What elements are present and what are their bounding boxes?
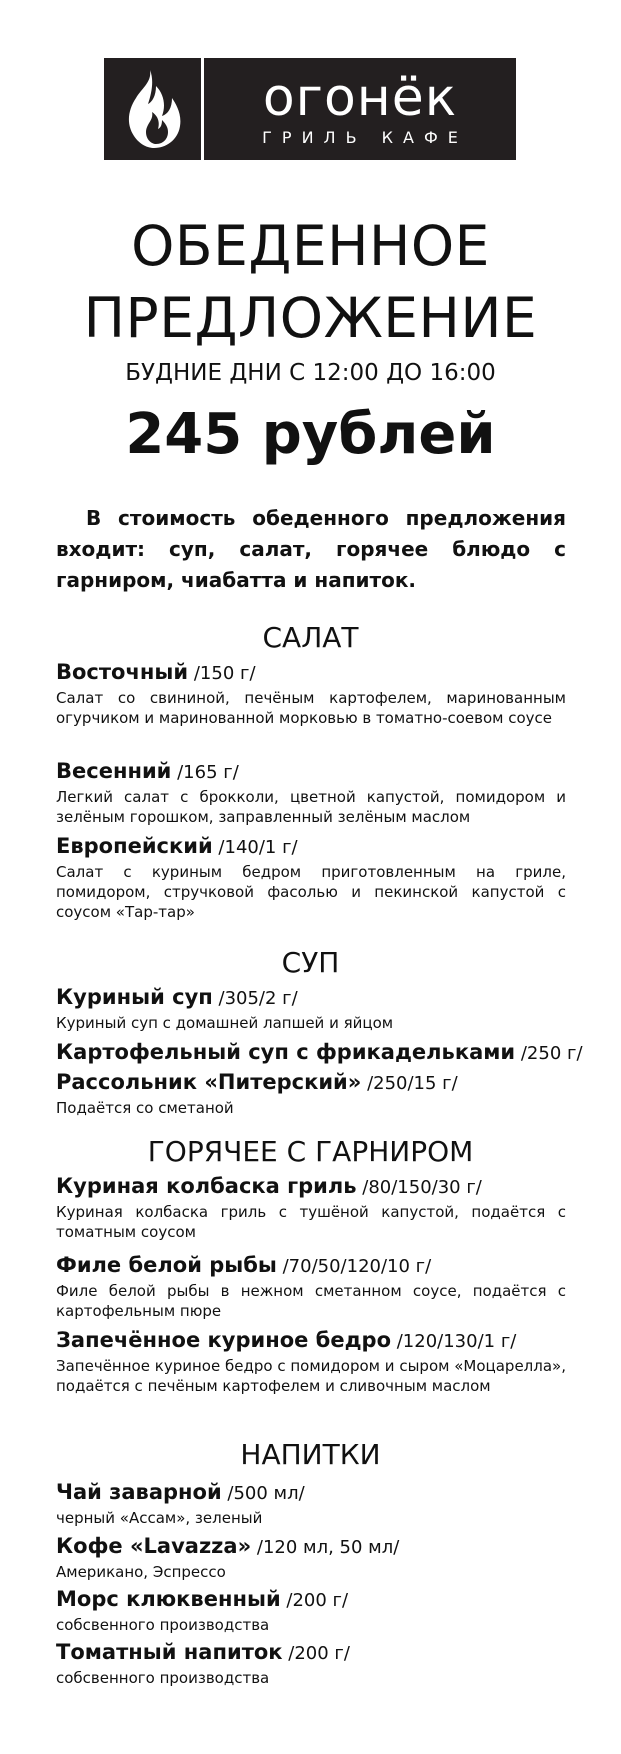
item-weight: /120 мл, 50 мл/ <box>251 1537 400 1558</box>
menu-item-desc: собсвенного производства <box>56 1616 270 1634</box>
menu-item-desc: черный «Ассам», зеленый <box>56 1509 263 1527</box>
menu-item-desc: Запечённое куриное бедро с помидором и сыром «Моцарелла», подаётся с печёным картофелем и сливочным маслом <box>56 1357 566 1395</box>
item-weight: /500 мл/ <box>221 1483 305 1504</box>
item-weight: /80/150/30 г/ <box>356 1177 482 1198</box>
menu-item-name <box>56 1638 576 1668</box>
menu-item-name <box>56 1585 576 1615</box>
item-weight: /250 г/ <box>515 1043 583 1064</box>
item-title: Филе белой рыбы <box>56 1253 277 1277</box>
menu-item-desc: Филе белой рыбы в нежном сметанном соусе, подаётся с картофельным пюре <box>56 1282 566 1320</box>
intro-text: В стоимость обеденного предложения входит: суп, салат, горячее блюдо с гарниром, чиабатта и напиток. <box>56 506 566 592</box>
menu-item-desc: Салат со свининой, печёным картофелем, маринованным огурчиком и маринованной морковью в томатно-соевом соусе <box>56 689 566 727</box>
item-weight: /250/15 г/ <box>361 1073 458 1094</box>
item-weight: /305/2 г/ <box>212 988 298 1009</box>
item-weight: /200 г/ <box>280 1590 349 1611</box>
logo-name: огонёк <box>262 67 458 128</box>
menu-item-desc: Подаётся со сметаной <box>56 1099 234 1117</box>
item-title: Европейский <box>56 834 213 858</box>
menu-item-desc: Салат с куриным бедром приготовленным на гриле, помидором, стручковой фасолью и пекинской капустой с соусом «Тар-тар» <box>56 863 566 921</box>
menu-item-name <box>56 832 576 862</box>
menu-item-name <box>56 1478 576 1508</box>
menu-item-desc: собсвенного производства <box>56 1669 270 1687</box>
item-weight: /120/130/1 г/ <box>391 1331 517 1352</box>
item-title: Восточный <box>56 660 189 684</box>
section-title-soup: СУП <box>281 946 340 979</box>
page-title-line-1: ОБЕДЕННОЕ <box>131 214 490 278</box>
section-title-salad: САЛАТ <box>262 621 359 654</box>
item-weight: /200 г/ <box>282 1643 350 1664</box>
item-title: Весенний <box>56 759 172 783</box>
item-weight: /140/1 г/ <box>212 837 298 858</box>
menu-item-desc: Куриная колбаска гриль с тушёной капустой, подаётся с томатным соусом <box>56 1203 566 1241</box>
price-text: 245 рублей <box>125 402 496 467</box>
section-title-hot: ГОРЯЧЕЕ С ГАРНИРОМ <box>147 1135 474 1168</box>
menu-item-name <box>56 1038 583 1068</box>
menu-item-name <box>56 658 576 688</box>
item-title: Томатный напиток <box>56 1640 283 1664</box>
item-weight: /165 г/ <box>171 762 239 783</box>
item-title: Куриный суп <box>56 985 213 1009</box>
item-weight: /70/50/120/10 г/ <box>276 1256 432 1277</box>
logo-subtitle: ГРИЛЬ КАФЕ <box>262 127 468 147</box>
menu-item-name <box>56 757 576 787</box>
item-title: Картофельный суп с фрикадельками <box>56 1040 516 1064</box>
menu-item-name <box>56 1172 576 1202</box>
menu-item-name <box>56 1068 576 1098</box>
menu-item-name <box>56 1251 576 1281</box>
item-title: Куриная колбаска гриль <box>56 1174 357 1198</box>
menu-item-name <box>56 1326 576 1356</box>
menu-item-name <box>56 983 576 1013</box>
item-title: Кофе «Lavazza» <box>56 1534 252 1558</box>
logo-text <box>204 58 516 160</box>
page-title-line-2: ПРЕДЛОЖЕНИЕ <box>83 286 538 350</box>
item-title: Морс клюквенный <box>56 1587 281 1611</box>
menu-item-name <box>56 1532 576 1562</box>
section-title-drinks: НАПИТКИ <box>240 1438 381 1471</box>
item-title: Запечённое куриное бедро <box>56 1328 392 1352</box>
logo-icon-box <box>104 58 201 160</box>
item-title: Рассольник «Питерский» <box>56 1070 362 1094</box>
item-weight: /150 г/ <box>188 663 256 684</box>
item-title: Чай заварной <box>56 1480 222 1504</box>
menu-item-desc: Легкий салат с брокколи, цветной капустой, помидором и зелёным горошком, заправленный зелёным маслом <box>56 788 566 826</box>
logo <box>104 58 516 160</box>
flame-icon <box>122 68 184 150</box>
menu-item-desc: Американо, Эспрессо <box>56 1563 226 1581</box>
hours-text: БУДНИЕ ДНИ С 12:00 ДО 16:00 <box>125 360 496 386</box>
menu-item-desc: Куриный суп с домашней лапшей и яйцом <box>56 1014 394 1032</box>
